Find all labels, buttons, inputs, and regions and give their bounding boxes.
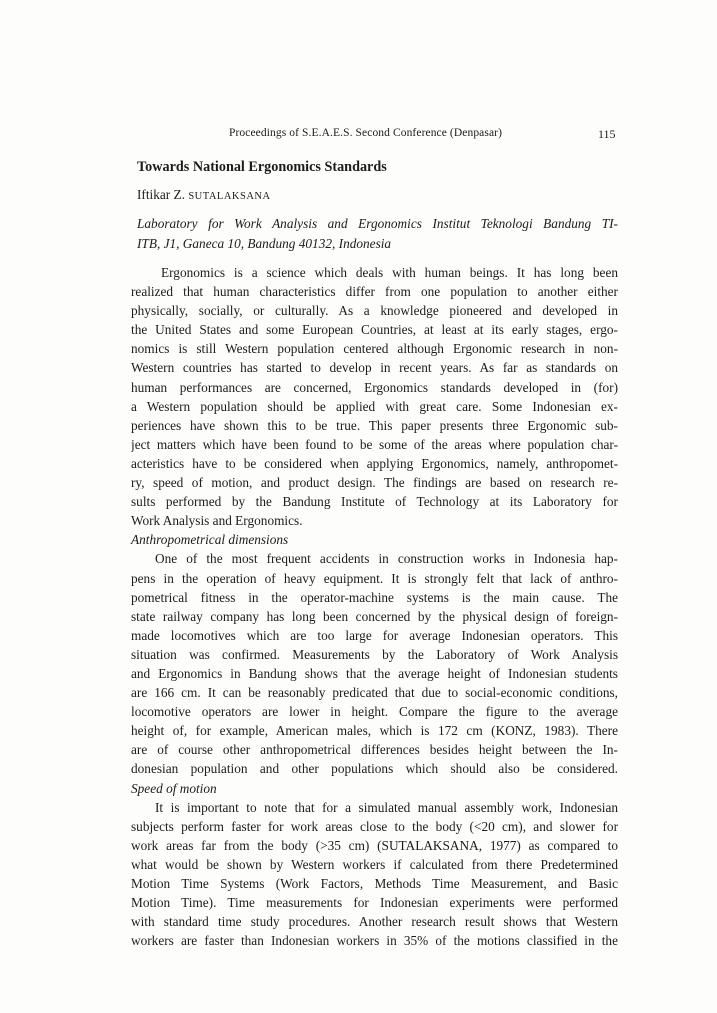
text-line: are of course other anthropometrical differences besides height between the In- bbox=[131, 742, 618, 758]
text-line: a Western population should be applied with great care. Some Indonesian ex- bbox=[131, 398, 618, 414]
author-name bbox=[137, 187, 271, 203]
page-number: 115 bbox=[598, 127, 616, 141]
author-first-name: Iftikar Z. bbox=[137, 187, 185, 202]
text-line: made locomotives which are too large for average Indonesian operators. This bbox=[131, 627, 618, 643]
section-heading-speed-of-motion: Speed of motion bbox=[131, 780, 217, 796]
text-line: sults performed by the Bandung Institute of Technology at its Laboratory for bbox=[131, 494, 618, 510]
running-head: Proceedings of S.E.A.E.S. Second Conference (Denpasar) bbox=[229, 127, 503, 139]
text-line: locomotive operators are lower in height. Compare the figure to the average bbox=[131, 704, 618, 720]
text-line: physically, socially, or culturally. As a knowledge pioneered and developed in bbox=[131, 303, 618, 319]
text-line: work areas far from the body (>35 cm) (SUTALAKSANA, 1977) as compared to bbox=[131, 837, 618, 853]
text-line: and Ergonomics in Bandung shows that the average height of Indonesian students bbox=[131, 665, 618, 681]
text-line: Motion Time). Time measurements for Indonesian experiments were performed bbox=[131, 895, 618, 911]
text-line: It is important to note that for a simulated manual assembly work, Indonesian bbox=[155, 799, 618, 815]
text-line: subjects perform faster for work areas close to the body (<20 cm), and slower for bbox=[131, 818, 618, 834]
affiliation-line: ITB, J1, Ganeca 10, Bandung 40132, Indonesia bbox=[137, 235, 392, 251]
text-line: realized that human characteristics differ from one population to another either bbox=[131, 284, 618, 300]
text-line: donesian population and other populations which should also be considered. bbox=[131, 761, 618, 777]
text-line: One of the most frequent accidents in construction works in Indonesia hap- bbox=[155, 551, 618, 567]
text-line: periences have shown this to be true. This paper presents three Ergonomic sub- bbox=[131, 417, 618, 433]
text-line: pometrical fitness in the operator-machine systems is the main cause. The bbox=[131, 589, 618, 605]
text-line: Western countries has started to develop in recent years. As far as standards on bbox=[131, 360, 618, 376]
author-affiliation bbox=[137, 214, 618, 253]
text-line: ject matters which have been found to be some of the areas where population char- bbox=[131, 436, 618, 452]
section-heading-anthropometrical: Anthropometrical dimensions bbox=[131, 532, 289, 548]
abstract bbox=[131, 263, 618, 950]
text-line: human performances are concerned, Ergonomics standards developed in (for) bbox=[131, 379, 618, 395]
text-line: Ergonomics is a science which deals with human beings. It has long been bbox=[161, 265, 618, 280]
text-line: ry, speed of motion, and product design. The findings are based on research re- bbox=[131, 475, 618, 491]
text-line: with standard time study procedures. Another research result shows that Western bbox=[131, 914, 618, 930]
text-line: Motion Time Systems (Work Factors, Methods Time Measurement, and Basic bbox=[131, 876, 618, 891]
author-last-name: SUTALAKSANA bbox=[188, 191, 271, 202]
text-line: state railway company has long been concerned by the physical design of foreign- bbox=[131, 608, 618, 624]
article-title: Towards National Ergonomics Standards bbox=[137, 159, 387, 175]
text-line: are 166 cm. It can be reasonably predicated that due to social-economic conditions, bbox=[131, 685, 618, 701]
text-line: Work Analysis and Ergonomics. bbox=[131, 513, 303, 529]
text-line: acteristics have to be considered when applying Ergonomics, namely, anthropomet- bbox=[131, 455, 618, 471]
text-line: height of, for example, American males, which is 172 cm (KONZ, 1983). There bbox=[131, 723, 618, 739]
text-line: the United States and some European Countries, at least at its early stages, ergo- bbox=[131, 322, 618, 338]
text-line: pens in the operation of heavy equipment. It is strongly felt that lack of anthro- bbox=[131, 570, 618, 586]
affiliation-line: Laboratory for Work Analysis and Ergonomics Institut Teknologi Bandung TI- bbox=[137, 216, 618, 231]
text-line: what would be shown by Western workers if calculated from there Predetermined bbox=[131, 856, 618, 872]
text-line: workers are faster than Indonesian workers in 35% of the motions classified in the bbox=[131, 933, 618, 949]
text-line: nomics is still Western population centered although Ergonomic research in non- bbox=[131, 341, 618, 357]
text-line: situation was confirmed. Measurements by the Laboratory of Work Analysis bbox=[131, 646, 618, 662]
